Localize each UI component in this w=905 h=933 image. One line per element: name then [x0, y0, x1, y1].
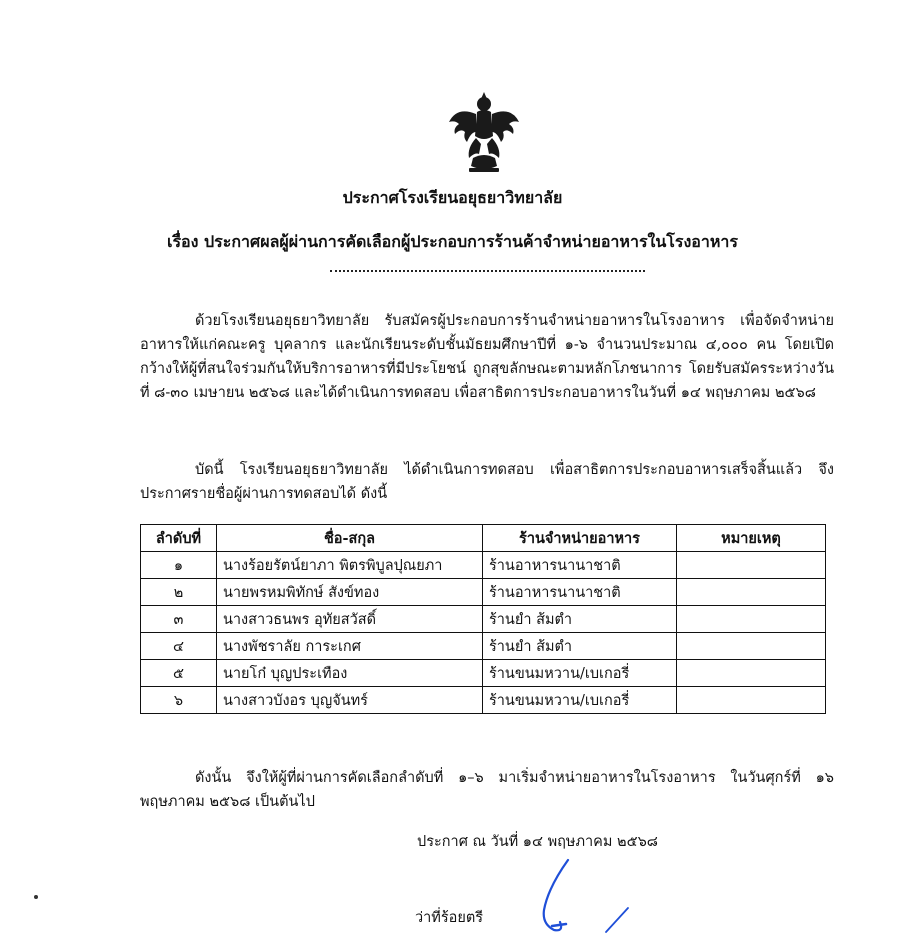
cell-order: ๕	[141, 660, 217, 687]
scan-speck	[34, 895, 38, 899]
cell-order: ๓	[141, 606, 217, 633]
intro-paragraph	[140, 309, 834, 405]
intro-paragraph-text: ด้วยโรงเรียนอยุธยาวิทยาลัย รับสมัครผู้ประกอบการร้านจำหน่ายอาหารในโรงอาหาร เพื่อจัดจำหน่ายอาหารให้แก่คณะครู บุคลากร และนักเรียนระดับชั้นมัธยมศึกษาปีที่ ๑-๖ จำนวนประมาณ ๔,๐๐๐ คน โดยเปิดกว้างให้ผู้ที่สนใจร่วมกันให้บริการอาหารที่มีประโยชน์ ถูกสุขลักษณะตามหลักโภชนาการ โดยรับสมัครระหว่างวันที่ ๘-๓๐ เมษายน ๒๕๖๘ และได้ดำเนินการทดสอบ เพื่อสาธิตการประกอบอาหารในวันที่ ๑๔ พฤษภาคม ๒๕๖๘	[140, 313, 834, 401]
cell-shop: ร้านยำ ส้มตำ	[483, 633, 677, 660]
cell-order: ๖	[141, 687, 217, 714]
table-header-row	[141, 525, 826, 552]
header-note: หมายเหตุ	[677, 525, 826, 552]
table-row	[141, 687, 826, 714]
cell-note	[677, 660, 826, 687]
cell-note	[677, 579, 826, 606]
cell-shop: ร้านขนมหวาน/เบเกอรี่	[483, 660, 677, 687]
cell-name: นายพรหมพิทักษ์ สังข์ทอง	[217, 579, 483, 606]
results-table	[140, 524, 826, 714]
cell-name: นางพัชราลัย การะเกศ	[217, 633, 483, 660]
table-row	[141, 606, 826, 633]
cell-name: นางสาวบังอร บุญจันทร์	[217, 687, 483, 714]
table-row	[141, 579, 826, 606]
announcement-title: ประกาศโรงเรียนอยุธยาวิทยาลัย	[342, 188, 563, 207]
header-order: ลำดับที่	[141, 525, 217, 552]
cell-name: นางร้อยรัตน์ยาภา พิตรพิบูลปุณยภา	[217, 552, 483, 579]
signature-icon	[530, 858, 650, 933]
cell-note	[677, 606, 826, 633]
table-row	[141, 660, 826, 687]
cell-note	[677, 633, 826, 660]
table-row	[141, 633, 826, 660]
garuda-emblem-icon	[445, 92, 523, 174]
cell-order: ๑	[141, 552, 217, 579]
cell-name: นางสาวธนพร อุทัยสวัสดิ์	[217, 606, 483, 633]
cell-note	[677, 687, 826, 714]
cell-shop: ร้านอาหารนานาชาติ	[483, 579, 677, 606]
header-shop: ร้านจำหน่ายอาหาร	[483, 525, 677, 552]
cell-order: ๒	[141, 579, 217, 606]
result-paragraph	[140, 458, 834, 506]
cell-shop: ร้านขนมหวาน/เบเกอรี่	[483, 687, 677, 714]
cell-name: นายโก๋ บุญประเทือง	[217, 660, 483, 687]
signer-title: ว่าที่ร้อยตรี	[415, 910, 484, 926]
cell-order: ๔	[141, 633, 217, 660]
announcement-subject: เรื่อง ประกาศผลผู้ผ่านการคัดเลือกผู้ประกอบการร้านค้าจำหน่ายอาหารในโรงอาหาร	[166, 232, 739, 251]
header-name: ชื่อ-สกุล	[217, 525, 483, 552]
result-paragraph-text: บัดนี้ โรงเรียนอยุธยาวิทยาลัย ได้ดำเนินการทดสอบ เพื่อสาธิตการประกอบอาหารเสร็จสิ้นแล้ว จึงประกาศรายชื่อผู้ผ่านการทดสอบได้ ดังนี้	[140, 462, 834, 502]
table-row	[141, 552, 826, 579]
conclusion-paragraph	[140, 766, 834, 814]
conclusion-paragraph-text: ดังนั้น จึงให้ผู้ที่ผ่านการคัดเลือกลำดับที่ ๑–๖ มาเริ่มจำหน่ายอาหารในโรงอาหาร ในวันศุกร์ที่ ๑๖ พฤษภาคม ๒๕๖๘ เป็นต้นไป	[140, 770, 834, 810]
dotted-divider	[330, 270, 645, 272]
cell-shop: ร้านยำ ส้มตำ	[483, 606, 677, 633]
cell-shop: ร้านอาหารนานาชาติ	[483, 552, 677, 579]
cell-note	[677, 552, 826, 579]
announcement-date: ประกาศ ณ วันที่ ๑๔ พฤษภาคม ๒๕๖๘	[417, 834, 658, 850]
